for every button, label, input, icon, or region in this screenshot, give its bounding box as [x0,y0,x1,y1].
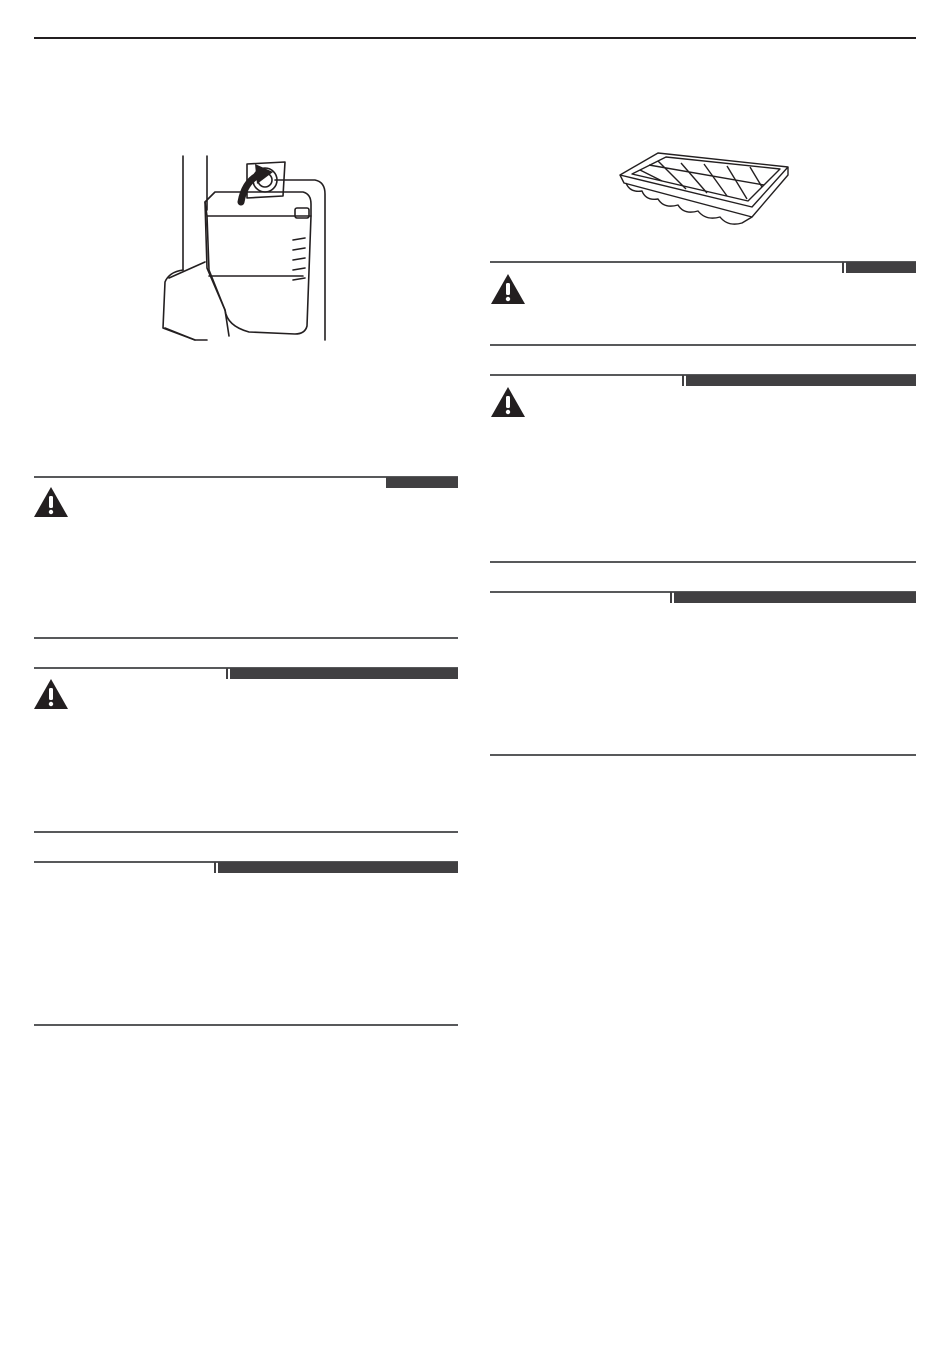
note-tab-edge [214,862,216,873]
warning-label-tab [386,477,458,488]
caution-box-bottom-rule [34,831,458,833]
note-label-tab [674,592,916,603]
caution-label-tab [686,375,916,386]
note-box-bottom-rule [490,754,916,756]
caution-tab-edge [226,668,228,679]
warning-triangle-icon [490,386,526,418]
warning-label-tab [846,262,916,273]
note-label-tab [218,862,458,873]
ice-bin-removal-illustration [155,150,335,345]
caution-label-tab [230,668,458,679]
note-tab-edge [670,592,672,603]
ice-tray-illustration [612,145,792,237]
warning-tab-edge [842,262,844,273]
warning-triangle-icon [490,273,526,305]
warning-box-bottom-rule [34,637,458,639]
page-header-rule [34,37,916,39]
caution-box-bottom-rule [490,561,916,563]
caution-tab-edge [682,375,684,386]
warning-box-bottom-rule [490,344,916,346]
note-box-bottom-rule [34,1024,458,1026]
warning-triangle-icon [33,678,69,710]
warning-triangle-icon [33,486,69,518]
